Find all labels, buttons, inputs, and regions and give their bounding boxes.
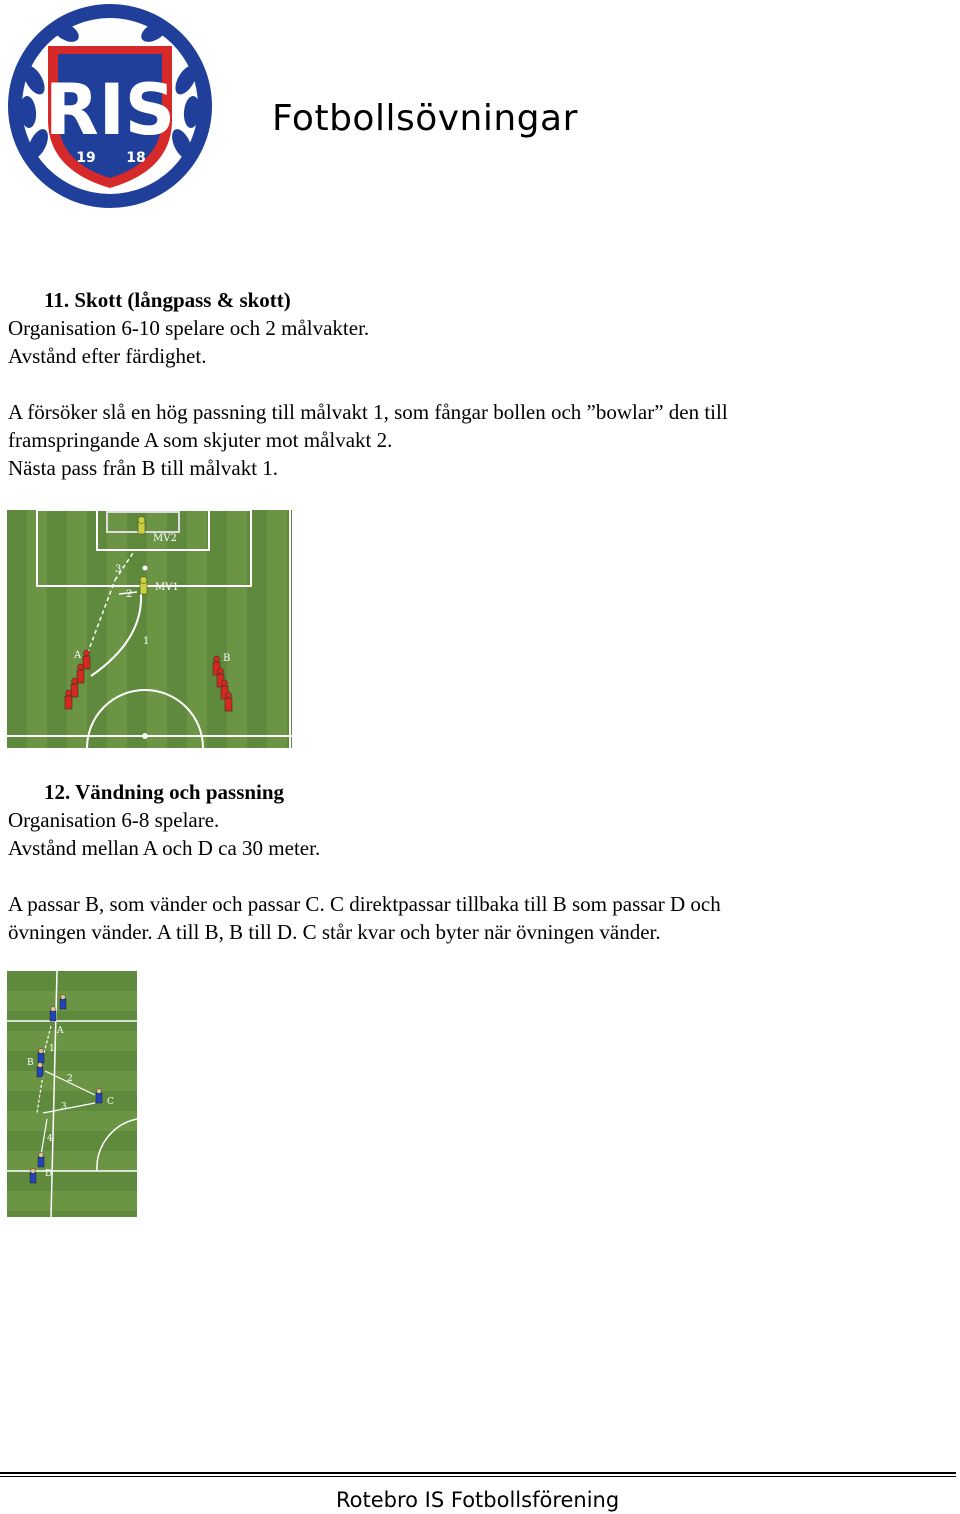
footer-text: Rotebro IS Fotbollsförening [336,1488,620,1512]
exercise-11-description-3: Nästa pass från B till målvakt 1. [8,456,279,480]
exercise-11-diagram [7,510,292,748]
label-d: D [45,1169,53,1179]
exercise-11-distance: Avstånd efter färdighet. [8,344,207,368]
label-pass-2: 2 [126,589,133,600]
label-pass-1: 1 [143,636,150,647]
exercise-12-distance: Avstånd mellan A och D ca 30 meter. [8,836,321,860]
page-title: Fotbollsövningar [272,98,578,139]
label-pass-4: 4 [47,1134,53,1144]
exercise-12-description-2: övningen vänder. A till B, B till D. C står kvar och byter när övningen vänder. [8,920,661,944]
logo-monogram: RIS [44,69,176,151]
footer-divider [0,1472,956,1474]
label-mv1: MV1 [155,582,179,593]
label-a: A [74,650,82,661]
exercise-12-section [8,778,721,946]
label-mv2: MV2 [153,533,177,544]
label-c: C [107,1097,114,1107]
exercise-12-heading: 12. Vändning och passning [44,780,285,804]
label-pass-3: 3 [61,1102,67,1112]
exercise-12-diagram [7,971,137,1217]
label-a: A [57,1026,64,1036]
logo-year-right: 18 [126,150,146,166]
exercise-11-organisation: Organisation 6-10 spelare och 2 målvakter. [8,316,370,340]
exercise-12-organisation: Organisation 6-8 spelare. [8,808,220,832]
label-b: B [223,653,231,664]
exercise-11-section [8,286,728,482]
exercise-11-heading: 11. Skott (långpass & skott) [44,288,291,312]
exercise-12-description-1: A passar B, som vänder och passar C. C direktpassar tillbaka till B som passar D och [8,892,721,916]
exercise-11-description-1: A försöker slå en hög passning till målvakt 1, som fångar bollen och ”bowlar” den till [8,400,728,424]
logo-year-left: 19 [76,150,96,166]
label-b: B [27,1058,34,1068]
label-pass-2: 2 [67,1074,73,1084]
club-logo [6,2,214,210]
label-pass-1: 1 [49,1044,55,1054]
exercise-11-description-2: framspringande A som skjuter mot målvakt 2. [8,428,393,452]
footer-divider-thin [0,1476,956,1477]
label-pass-3: 3 [115,564,122,575]
